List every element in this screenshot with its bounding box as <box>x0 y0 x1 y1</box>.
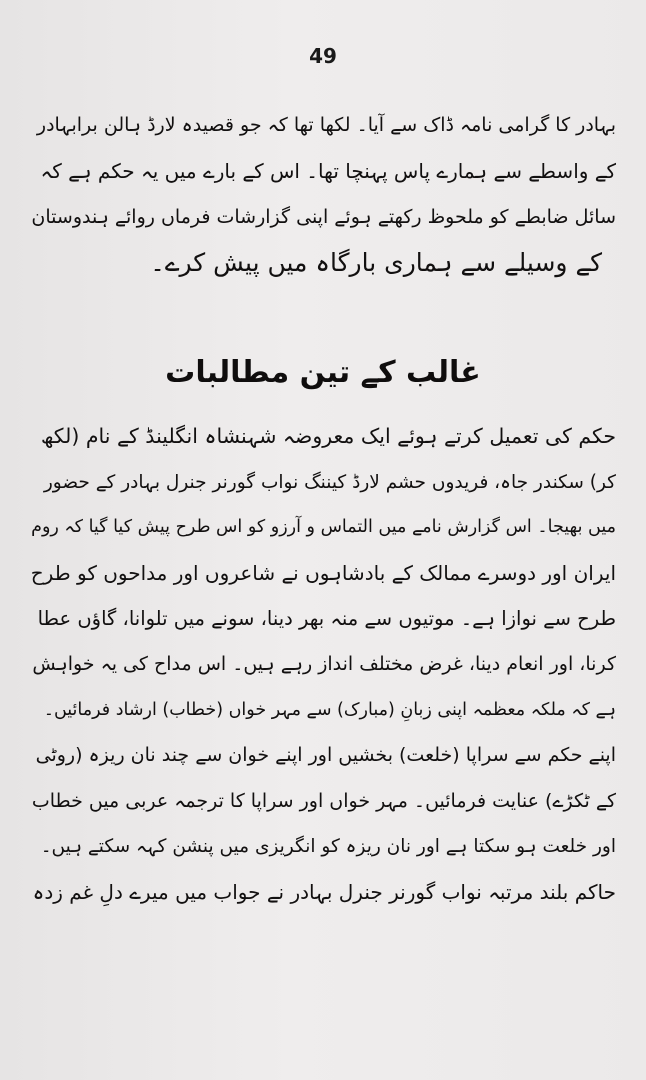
text-line: بہادر کا گرامی نامہ ڈاک سے آیا۔ لکھا تھا کہ جو قصیدہ لارڈ ہالن برابہادر <box>36 114 616 136</box>
text-line: حکم کی تعمیل کرتے ہوئے ایک معروضہ شہنشاہ انگلینڈ کے نام (لکھ <box>40 424 616 448</box>
text-line: طرح سے نوازا ہے۔ موتیوں سے منہ بھر دینا، سونے میں تلوانا، گاؤں عطا <box>37 607 616 631</box>
text-line: سائل ضابطے کو ملحوظ رکھتے ہوئے اپنی گزارشات فرماں روائے ہندوستان <box>31 206 616 228</box>
text-line: کے وسیلے سے ہماری بارگاہ میں پیش کرے۔ <box>150 248 602 277</box>
text-line: کے واسطے سے ہمارے پاس پہنچا تھا۔ اس کے بارے میں یہ حکم ہے کہ <box>40 159 616 183</box>
text-line: میں بھیجا۔ اس گزارش نامے میں التماس و آرزو کو اس طرح پیش کیا گیا کہ روم <box>31 517 616 538</box>
text-line: کر) سکندر جاہ، فریدوں حشم لارڈ کیننگ نواب گورنر جنرل بہادر کے حضور <box>43 471 616 493</box>
text-line: ایران اور دوسرے ممالک کے بادشاہوں نے شاعروں اور مداحوں کو طرح <box>30 560 616 585</box>
paragraph-1 <box>30 102 616 286</box>
text-line: کرنا، اور انعام دینا، غرض مختلف انداز رہے ہیں۔ اس مداح کی یہ خواہش <box>32 652 616 675</box>
text-line: اپنے حکم سے سراپا (خلعت) بخشیں اور اپنے خوان سے چند نان ریزہ (روٹی <box>35 744 616 767</box>
text-line: اور خلعت ہو سکتا ہے اور نان ریزہ کو انگریزی میں پنشن کہہ سکتے ہیں۔ <box>40 836 616 858</box>
section-heading: غالب کے تین مطالبات <box>165 355 481 390</box>
text-line: کے ٹکڑے) عنایت فرمائیں۔ مہر خواں اور سراپا کا ترجمہ عربی میں خطاب <box>31 789 616 812</box>
paragraph-2 <box>30 414 616 916</box>
text-line: حاکم بلند مرتبہ نواب گورنر جنرل بہادر نے جواب میں میرے دلِ غم زدہ <box>32 879 616 904</box>
text-line: ہے کہ ملکہ معظمہ اپنی زبانِ (مبارک) سے مہر خواں (خطاب) ارشاد فرمائیں۔ <box>43 699 616 720</box>
page-number: 49 <box>309 44 337 68</box>
